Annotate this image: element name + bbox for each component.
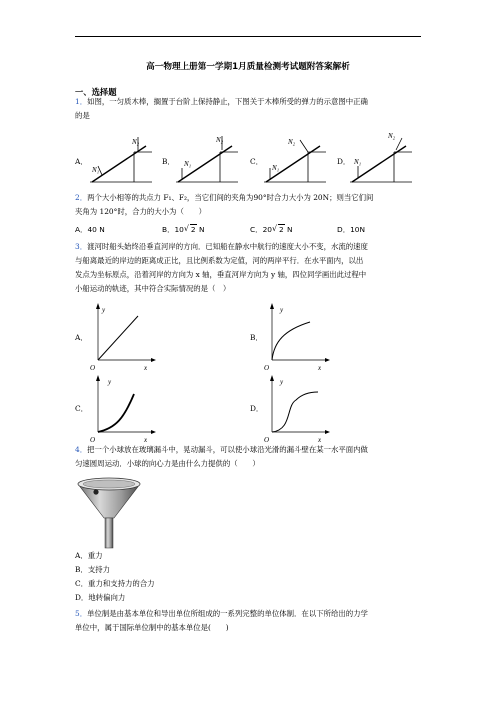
q4-option-d-label: D． bbox=[75, 593, 89, 602]
q4-line-2: 匀速圆周运动．小球的向心力是由什么力提供的（ ） bbox=[75, 459, 260, 468]
q3-text-1: 渡河时船头始终沿垂直河岸的方向．已知船在静水中航行的速度大小不变，水流的速度 bbox=[87, 242, 368, 251]
q4-text-1: 把一个小球放在玻璃漏斗中，晃动漏斗，可以使小球沿光滑的漏斗壁在某一水平面内做 bbox=[87, 445, 368, 454]
q3-line-3: 发点为坐标原点，沿着河岸的方向为 x 轴，垂直河岸方向为 y 轴，四位同学画出此过程中 bbox=[75, 270, 367, 279]
q4-option-c-label: C． bbox=[75, 579, 89, 588]
q1-figure-b bbox=[174, 130, 240, 188]
q4-option-d bbox=[75, 593, 125, 603]
q2-line-1 bbox=[75, 193, 373, 203]
q1-figure-a bbox=[88, 130, 154, 188]
q3-number: 3． bbox=[75, 242, 88, 251]
q4-funnel-figure bbox=[76, 474, 142, 550]
q4-option-b-label: B． bbox=[75, 565, 88, 574]
q4-option-c bbox=[75, 579, 155, 589]
q3a-origin: O bbox=[90, 364, 96, 372]
q2-option-c-coef: 20 bbox=[262, 225, 272, 234]
q4-option-b-text: 支持力 bbox=[87, 565, 111, 574]
q5-number: 5． bbox=[75, 609, 88, 618]
q3-option-a-label: A． bbox=[75, 333, 88, 342]
q2-option-b-sqrt: √ 2 bbox=[183, 224, 196, 234]
q1-text-1: 如图，一匀质木棒，搁置于台阶上保持静止，下图关于木棒所受的弹力的示意图中正确 bbox=[87, 97, 368, 106]
q3c-axis-x: x bbox=[144, 436, 148, 444]
q3a-axis-y: y bbox=[102, 306, 106, 314]
q1-option-d-label: D． bbox=[337, 157, 351, 166]
q1-line-2: 的是 bbox=[75, 111, 90, 120]
q1-option-a-label: A． bbox=[75, 157, 88, 166]
q1-figure-c bbox=[262, 130, 328, 188]
q3-graph-c bbox=[88, 372, 160, 446]
q2-text-1: 两个大小相等的共点力 F₁、F₂，当它们间的夹角为90°时合力大小为 20N；则当它们间 bbox=[87, 193, 374, 202]
q1-option-b-label: B． bbox=[162, 157, 175, 166]
q2-option-b bbox=[162, 224, 204, 235]
q2-option-c-radicand: 2 bbox=[278, 225, 284, 234]
q3-option-b-label: B． bbox=[250, 333, 263, 342]
q2-option-a bbox=[75, 224, 105, 235]
page-title: 高一物理上册第一学期1月质量检测考试题附答案解析 bbox=[146, 62, 350, 72]
q3b-axis-y: y bbox=[280, 306, 284, 314]
q3-option-c-label: C． bbox=[75, 404, 89, 413]
q2-option-c-sqrt: √ 2 bbox=[271, 224, 284, 234]
q4-line-1 bbox=[75, 445, 368, 455]
q3-line-2: 与船离最近的岸边的距离成正比，且比例系数为定值，河的两岸平行．在水平面内，以出 bbox=[75, 256, 364, 265]
q4-option-a-text: 重力 bbox=[87, 551, 103, 560]
q1a-n2-label: N₂ bbox=[132, 138, 140, 146]
q3-graph-a bbox=[88, 300, 160, 374]
q1a-n1-label: N₁ bbox=[92, 166, 100, 174]
q2-option-b-unit: N bbox=[198, 225, 205, 234]
q3d-origin: O bbox=[264, 436, 270, 444]
q1c-n1-label: N₁ bbox=[272, 164, 280, 172]
q1b-n2-label: N₂ bbox=[216, 136, 224, 144]
q5-line-1 bbox=[75, 609, 368, 619]
q3-option-d-label: D． bbox=[250, 404, 264, 413]
q4-option-a bbox=[75, 551, 103, 561]
q3c-axis-y: y bbox=[108, 378, 112, 386]
q2-option-c-label: C． bbox=[250, 225, 263, 234]
q2-option-b-label: B． bbox=[162, 225, 175, 234]
q3-line-4: 小船运动的轨迹，其中符合实际情况的是（ ） bbox=[75, 284, 231, 293]
q5-text-1: 单位制是由基本单位和导出单位所组成的一系列完整的单位体制．在以下所给出的力学 bbox=[87, 609, 368, 618]
q3-graph-d bbox=[262, 372, 334, 446]
q1b-n1-label: N₁ bbox=[184, 160, 192, 168]
q3c-origin: O bbox=[90, 436, 96, 444]
q4-option-b bbox=[75, 565, 110, 575]
q1-figure-d bbox=[348, 130, 414, 188]
q1d-n2-label: N₂ bbox=[388, 132, 396, 140]
q1-line-1 bbox=[75, 97, 368, 107]
header-rule bbox=[75, 36, 421, 37]
q5-line-2: 单位中，属于国际单位制中的基本单位是( ) bbox=[75, 623, 229, 632]
q4-option-c-text: 重力和支持力的合力 bbox=[88, 579, 155, 588]
q4-option-a-label: A． bbox=[75, 551, 88, 560]
q2-option-c-unit: N bbox=[287, 225, 293, 234]
q2-option-b-coef: 10 bbox=[174, 225, 184, 234]
q2-option-d bbox=[337, 224, 365, 235]
q2-option-b-radicand: 2 bbox=[190, 225, 196, 234]
q1d-n1-label: N₁ bbox=[354, 158, 362, 166]
q4-option-d-text: 地转偏向力 bbox=[88, 593, 126, 602]
q2-option-a-text: 40 N bbox=[87, 225, 105, 234]
q3a-axis-x: x bbox=[144, 364, 148, 372]
q1c-n2-label: N₂ bbox=[288, 138, 296, 146]
q3b-origin: O bbox=[264, 364, 270, 372]
q2-option-d-label: D． bbox=[337, 225, 351, 234]
q2-option-c bbox=[250, 224, 293, 235]
q3b-axis-x: x bbox=[318, 364, 322, 372]
q2-option-d-text: 10N bbox=[350, 225, 366, 234]
q3d-axis-y: y bbox=[280, 378, 284, 386]
q2-option-a-label: A． bbox=[75, 225, 88, 234]
q1-number: 1． bbox=[75, 97, 88, 106]
q1-option-c-label: C． bbox=[250, 157, 264, 166]
q4-number: 4． bbox=[75, 445, 88, 454]
q3-graph-b bbox=[262, 300, 334, 374]
q2-number: 2． bbox=[75, 193, 88, 202]
ball-icon bbox=[93, 489, 98, 494]
q2-line-2: 夹角为 120°时，合力的大小为（ ） bbox=[75, 207, 207, 216]
section-heading: 一、选择题 bbox=[75, 87, 117, 97]
q3d-axis-x: x bbox=[318, 436, 322, 444]
q3-line-1 bbox=[75, 242, 368, 252]
